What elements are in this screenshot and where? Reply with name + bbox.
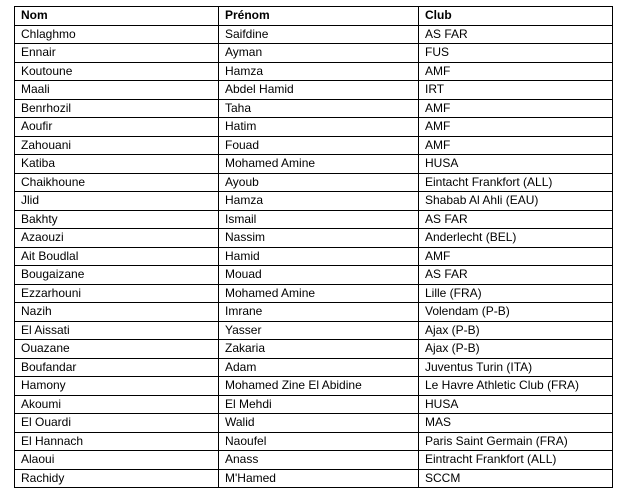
table-row (15, 99, 613, 118)
cell-prenom: Mohamed Amine (219, 284, 419, 303)
cell-club: Paris Saint Germain (FRA) (419, 432, 613, 451)
cell-club: Ajax (P-B) (419, 340, 613, 359)
table-row (15, 303, 613, 322)
cell-club: AS FAR (419, 266, 613, 285)
cell-prenom: Naoufel (219, 432, 419, 451)
cell-club: AMF (419, 136, 613, 155)
cell-nom: Koutoune (15, 62, 219, 81)
table-row (15, 62, 613, 81)
cell-prenom: Ayman (219, 44, 419, 63)
table-row (15, 377, 613, 396)
cell-nom: Maali (15, 81, 219, 100)
cell-prenom: Zakaria (219, 340, 419, 359)
cell-nom: Rachidy (15, 469, 219, 488)
cell-nom: Ouazane (15, 340, 219, 359)
cell-prenom: Anass (219, 451, 419, 470)
cell-prenom: Abdel Hamid (219, 81, 419, 100)
table-row (15, 469, 613, 488)
cell-prenom: Adam (219, 358, 419, 377)
cell-club: AS FAR (419, 25, 613, 44)
cell-prenom: Hamza (219, 192, 419, 211)
cell-prenom: Fouad (219, 136, 419, 155)
cell-nom: Benrhozil (15, 99, 219, 118)
cell-prenom: Taha (219, 99, 419, 118)
cell-prenom: Imrane (219, 303, 419, 322)
table-row (15, 358, 613, 377)
table-row (15, 118, 613, 137)
cell-nom: Nazih (15, 303, 219, 322)
cell-club: HUSA (419, 395, 613, 414)
table-row (15, 192, 613, 211)
table-row (15, 136, 613, 155)
table-row (15, 395, 613, 414)
document-page (14, 6, 612, 488)
cell-club: AS FAR (419, 210, 613, 229)
cell-nom: Ennair (15, 44, 219, 63)
cell-nom: Ezzarhouni (15, 284, 219, 303)
cell-prenom: Hamza (219, 62, 419, 81)
cell-prenom: Saifdine (219, 25, 419, 44)
table-row (15, 266, 613, 285)
table-row (15, 44, 613, 63)
cell-prenom: Hamid (219, 247, 419, 266)
cell-nom: Chaikhoune (15, 173, 219, 192)
cell-nom: Hamony (15, 377, 219, 396)
cell-prenom: Walid (219, 414, 419, 433)
cell-nom: El Hannach (15, 432, 219, 451)
table-row (15, 284, 613, 303)
cell-nom: Alaoui (15, 451, 219, 470)
table-header-row (15, 7, 613, 26)
cell-nom: Akoumi (15, 395, 219, 414)
cell-nom: El Ouardi (15, 414, 219, 433)
table-row (15, 155, 613, 174)
cell-prenom: Mohamed Amine (219, 155, 419, 174)
cell-nom: Katiba (15, 155, 219, 174)
table-row (15, 321, 613, 340)
cell-club: Le Havre Athletic Club (FRA) (419, 377, 613, 396)
table-row (15, 81, 613, 100)
table-row (15, 451, 613, 470)
cell-club: MAS (419, 414, 613, 433)
cell-prenom: Ayoub (219, 173, 419, 192)
cell-club: AMF (419, 99, 613, 118)
cell-nom: Jlid (15, 192, 219, 211)
cell-nom: Zahouani (15, 136, 219, 155)
cell-club: Anderlecht (BEL) (419, 229, 613, 248)
cell-club: Lille (FRA) (419, 284, 613, 303)
cell-prenom: M'Hamed (219, 469, 419, 488)
cell-club: Shabab Al Ahli (EAU) (419, 192, 613, 211)
cell-nom: Azaouzi (15, 229, 219, 248)
cell-club: Ajax (P-B) (419, 321, 613, 340)
table-row (15, 25, 613, 44)
header-club: Club (419, 7, 613, 26)
cell-club: Juventus Turin (ITA) (419, 358, 613, 377)
cell-nom: Aoufir (15, 118, 219, 137)
table-row (15, 432, 613, 451)
header-prenom: Prénom (219, 7, 419, 26)
header-nom: Nom (15, 7, 219, 26)
table-row (15, 210, 613, 229)
cell-club: AMF (419, 247, 613, 266)
cell-nom: Ait Boudlal (15, 247, 219, 266)
table-row (15, 340, 613, 359)
cell-prenom: Yasser (219, 321, 419, 340)
cell-prenom: Mohamed Zine El Abidine (219, 377, 419, 396)
cell-prenom: Hatim (219, 118, 419, 137)
cell-prenom: Mouad (219, 266, 419, 285)
cell-prenom: Ismail (219, 210, 419, 229)
table-row (15, 414, 613, 433)
cell-club: IRT (419, 81, 613, 100)
cell-nom: Chlaghmo (15, 25, 219, 44)
cell-prenom: Nassim (219, 229, 419, 248)
cell-club: SCCM (419, 469, 613, 488)
cell-nom: Bakhty (15, 210, 219, 229)
table-row (15, 173, 613, 192)
cell-club: FUS (419, 44, 613, 63)
player-roster-table (14, 6, 613, 488)
table-row (15, 247, 613, 266)
cell-club: Eintacht Frankfort (ALL) (419, 173, 613, 192)
cell-prenom: El Mehdi (219, 395, 419, 414)
cell-club: AMF (419, 118, 613, 137)
table-body (15, 25, 613, 488)
cell-nom: Bougaizane (15, 266, 219, 285)
cell-club: Eintracht Frankfort (ALL) (419, 451, 613, 470)
cell-club: Volendam (P-B) (419, 303, 613, 322)
cell-club: AMF (419, 62, 613, 81)
table-row (15, 229, 613, 248)
cell-nom: El Aissati (15, 321, 219, 340)
cell-club: HUSA (419, 155, 613, 174)
cell-nom: Boufandar (15, 358, 219, 377)
